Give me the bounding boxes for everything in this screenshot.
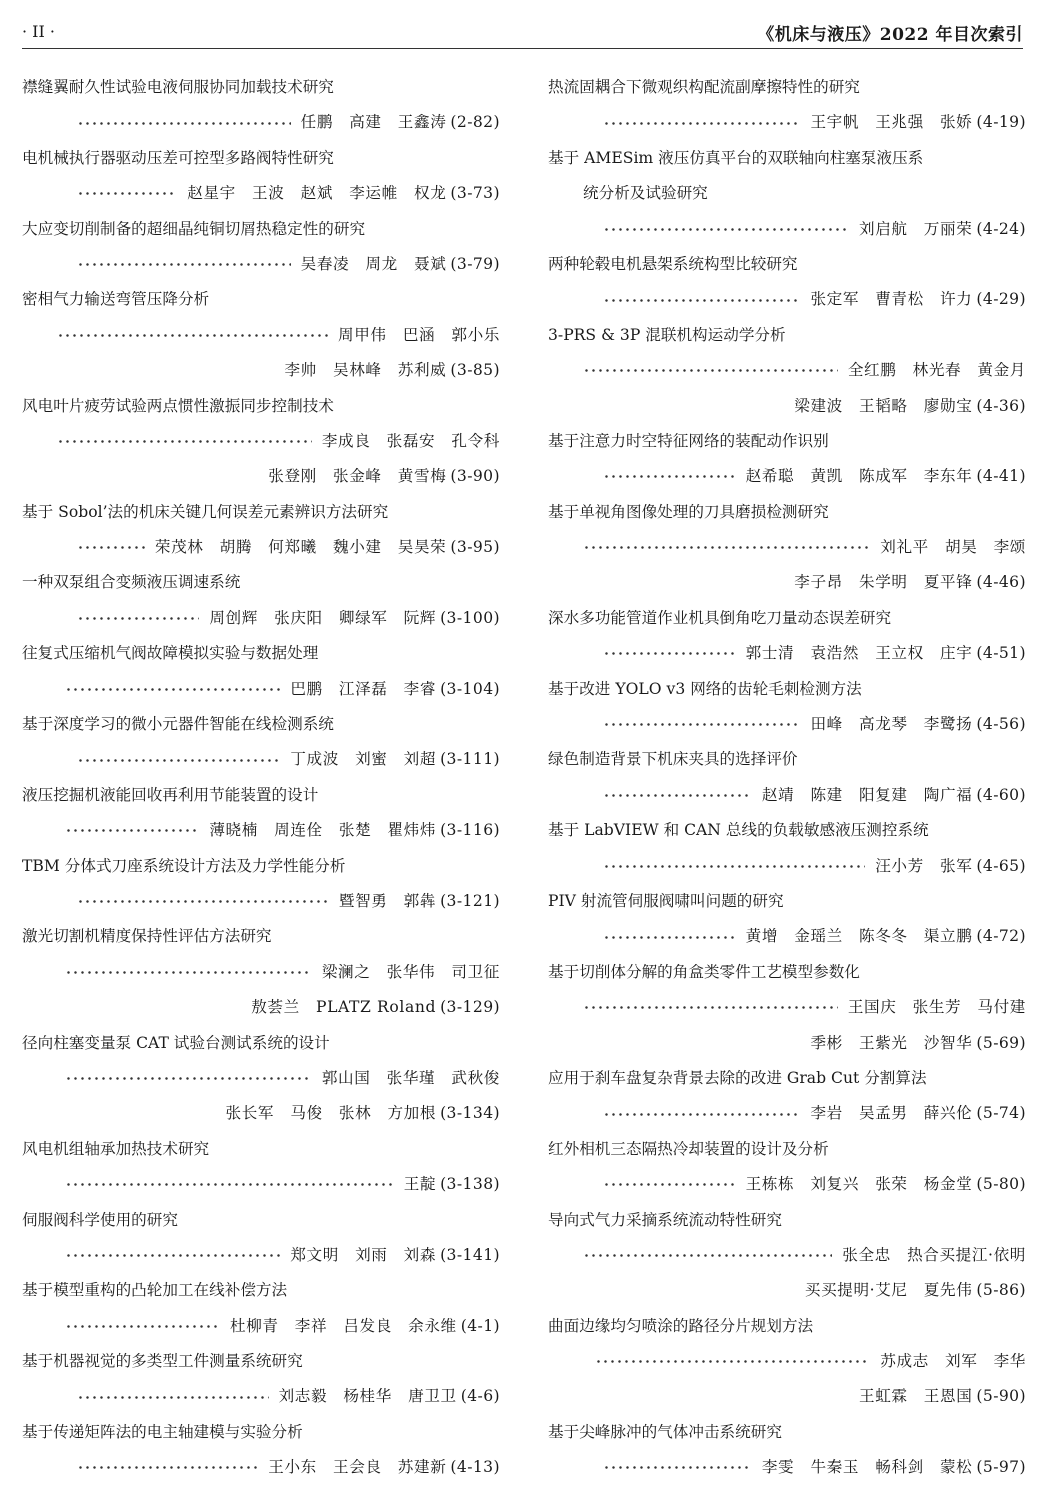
article-authors (548, 389, 1026, 424)
author-names: 薄晓楠 周连佺 张楚 瞿炜炜 (209, 821, 437, 840)
author-names: 张全忠 热合买提江·依明 (842, 1245, 1026, 1264)
article-authors (548, 990, 1026, 1025)
article-title: 基于改进 YOLO v3 网络的齿轮毛刺检测方法 (548, 679, 862, 698)
leader-dots (77, 884, 329, 919)
article-title: 两种轮毂电机悬架系统构型比较研究 (548, 254, 798, 273)
issue-page-ref: (5-90) (976, 1387, 1026, 1406)
leader-dots (77, 176, 177, 211)
issue-page-ref: (3-73) (450, 184, 500, 203)
issue-page-ref: (3-141) (440, 1245, 500, 1264)
article-authors (22, 1061, 500, 1096)
article-authors (22, 1167, 500, 1202)
author-names: 任鹏 高建 王鑫涛 (300, 113, 447, 132)
article-title: 基于模型重构的凸轮加工在线补偿方法 (22, 1281, 288, 1300)
issue-page-ref: (5-74) (976, 1104, 1026, 1123)
article-title: 基于切削体分解的角盒类零件工艺模型参数化 (548, 962, 860, 981)
article-title: TBM 分体式刀座系统设计方法及力学性能分析 (22, 856, 346, 875)
article-title: 曲面边缘均匀喷涂的路径分片规划方法 (548, 1316, 814, 1335)
author-names: 郑文明 刘雨 刘森 (290, 1245, 437, 1264)
article-authors (548, 212, 1026, 247)
leader-dots (65, 1061, 312, 1096)
leader-dots (77, 743, 280, 778)
author-names: 张登刚 张金峰 黄雪梅 (268, 467, 447, 486)
issue-page-ref: (4-13) (450, 1458, 500, 1477)
author-names: 暨智勇 郭犇 (338, 891, 437, 910)
leader-dots (65, 672, 280, 707)
author-names: 吴春凌 周龙 聂斌 (300, 254, 447, 273)
article-title: 基于深度学习的微小元器件智能在线检测系统 (22, 715, 334, 734)
article-authors (548, 1379, 1026, 1414)
issue-page-ref: (3-79) (450, 254, 500, 273)
article-authors (22, 884, 500, 919)
author-names: 梁建波 王韬略 廖勋宝 (794, 396, 973, 415)
issue-page-ref: (4-19) (976, 113, 1026, 132)
leader-dots (603, 636, 736, 671)
page-number: · II · (22, 22, 55, 41)
article-authors (548, 849, 1026, 884)
leader-dots (57, 424, 312, 459)
issue-page-ref: (4-36) (976, 396, 1026, 415)
article-authors (22, 1309, 500, 1344)
issue-page-ref: (4-1) (460, 1316, 500, 1335)
leader-dots (583, 530, 870, 565)
article-title: 绿色制造背景下机床夹具的选择评价 (548, 750, 798, 769)
author-names: 梁澜之 张华伟 司卫征 (321, 962, 500, 981)
author-names: 丁成波 刘蜜 刘超 (290, 750, 437, 769)
article-authors (22, 105, 500, 140)
issue-page-ref: (3-104) (440, 679, 500, 698)
journal-title: 《机床与液压》2022 年目次索引 (757, 25, 1023, 45)
issue-page-ref: (3-116) (440, 821, 500, 840)
issue-page-ref: (4-29) (976, 290, 1026, 309)
leader-dots (57, 318, 328, 353)
article-authors (548, 105, 1026, 140)
issue-page-ref: (3-129) (440, 998, 500, 1017)
issue-page-ref: (3-111) (440, 750, 500, 769)
leader-dots (65, 1238, 280, 1273)
article-authors (548, 353, 1026, 388)
author-names: 刘启航 万丽荣 (859, 219, 973, 238)
author-names: 张定军 曹青松 许力 (810, 290, 973, 309)
issue-page-ref: (4-65) (976, 856, 1026, 875)
leader-dots (65, 1167, 394, 1202)
article-authors (548, 1238, 1026, 1273)
leader-dots (603, 849, 865, 884)
article-authors (548, 282, 1026, 317)
leader-dots (603, 459, 736, 494)
issue-page-ref: (5-69) (976, 1033, 1026, 1052)
issue-page-ref: (4-60) (976, 785, 1026, 804)
author-names: 郭士清 袁浩然 王立权 庄宇 (745, 644, 973, 663)
article-authors (548, 565, 1026, 600)
author-names: 敖荟兰 PLATZ Roland (251, 998, 437, 1017)
issue-page-ref: (3-138) (440, 1175, 500, 1194)
author-names: 王虹霖 王恩国 (859, 1387, 973, 1406)
article-authors (548, 778, 1026, 813)
article-title: 统分析及试验研究 (583, 184, 708, 203)
leader-dots (603, 212, 849, 247)
article-authors (548, 707, 1026, 742)
leader-dots (603, 283, 800, 318)
author-names: 赵星宇 王波 赵斌 李运帷 权龙 (187, 184, 447, 203)
article-authors (548, 459, 1026, 494)
article-title: 基于 LabVIEW 和 CAN 总线的负载敏感液压测控系统 (548, 821, 929, 840)
issue-page-ref: (3-90) (450, 467, 500, 486)
author-names: 买买提明·艾尼 夏先伟 (804, 1281, 973, 1300)
author-names: 苏成志 刘军 李华 (880, 1352, 1026, 1371)
article-authors (22, 530, 500, 565)
issue-page-ref: (3-134) (440, 1104, 500, 1123)
author-names: 杜柳青 李祥 吕发良 余永维 (230, 1316, 457, 1335)
author-names: 李帅 吴林峰 苏利威 (284, 361, 447, 380)
leader-dots (77, 106, 291, 141)
leader-dots (77, 530, 145, 565)
author-names: 李成良 张磊安 孔令科 (321, 431, 500, 450)
article-title: 红外相机三态隔热冷却装置的设计及分析 (548, 1139, 829, 1158)
author-names: 周创辉 张庆阳 卿绿军 阮辉 (209, 608, 437, 627)
author-names: 张长军 马俊 张林 方加根 (225, 1104, 437, 1123)
author-names: 王栋栋 刘复兴 张荣 杨金堂 (745, 1175, 973, 1194)
article-authors (548, 1344, 1026, 1379)
article-authors (22, 990, 500, 1025)
article-title: 电机械执行器驱动压差可控型多路阀特性研究 (22, 148, 334, 167)
leader-dots (583, 990, 838, 1025)
author-names: 李子昂 朱学明 夏平锋 (794, 573, 973, 592)
article-title: 一种双泵组合变频液压调速系统 (22, 573, 241, 592)
article-authors (548, 530, 1026, 565)
author-names: 汪小芳 张军 (875, 856, 973, 875)
article-authors (22, 353, 500, 388)
author-names: 刘志毅 杨桂华 唐卫卫 (278, 1387, 457, 1406)
leader-dots (65, 1309, 220, 1344)
article-title: 径向柱塞变量泵 CAT 试验台测试系统的设计 (22, 1033, 330, 1052)
article-authors (22, 1450, 500, 1485)
leader-dots (603, 106, 800, 141)
article-title: PIV 射流管伺服阀啸叫问题的研究 (548, 891, 784, 910)
author-names: 王小东 王会良 苏建新 (268, 1458, 447, 1477)
leader-dots (583, 353, 838, 388)
article-title: 液压挖掘机液能回收再利用节能装置的设计 (22, 785, 319, 804)
article-title: 基于尖峰脉冲的气体冲击系统研究 (548, 1422, 782, 1441)
author-names: 巴鹏 江泽磊 李睿 (290, 679, 437, 698)
article-authors (22, 672, 500, 707)
article-title: 基于 Sobol’法的机床关键几何误差元素辨识方法研究 (22, 502, 389, 521)
author-names: 赵靖 陈建 阳复建 陶广福 (761, 785, 973, 804)
article-authors (548, 1273, 1026, 1308)
article-title: 密相气力输送弯管压降分析 (22, 290, 210, 309)
page-header (22, 14, 1023, 49)
issue-page-ref: (3-95) (450, 538, 500, 557)
leader-dots (77, 601, 199, 636)
article-authors (22, 1096, 500, 1131)
author-names: 田峰 高龙琴 李鹭扬 (810, 715, 973, 734)
issue-page-ref: (5-86) (976, 1281, 1026, 1300)
leader-dots (583, 1238, 832, 1273)
leader-dots (77, 1380, 269, 1415)
article-authors (548, 1167, 1026, 1202)
article-title: 深水多功能管道作业机具倒角吃刀量动态误差研究 (548, 608, 892, 627)
author-names: 荣茂林 胡腾 何郑曦 魏小建 吴昊荣 (154, 538, 447, 557)
issue-page-ref: (4-41) (976, 467, 1026, 486)
author-names: 王靛 (403, 1175, 437, 1194)
issue-page-ref: (4-56) (976, 715, 1026, 734)
article-authors (22, 742, 500, 777)
article-authors (548, 1026, 1026, 1061)
article-authors (22, 1379, 500, 1414)
article-authors (548, 636, 1026, 671)
leader-dots (603, 1450, 752, 1485)
article-title: 往复式压缩机气阀故障模拟实验与数据处理 (22, 644, 319, 663)
article-title: 基于机器视觉的多类型工件测量系统研究 (22, 1352, 303, 1371)
issue-page-ref: (5-97) (976, 1458, 1026, 1477)
author-names: 季彬 王紫光 沙智华 (810, 1033, 973, 1052)
author-names: 李雯 牛秦玉 畅科剑 蒙松 (761, 1458, 973, 1477)
author-names: 刘礼平 胡昊 李颂 (880, 538, 1026, 557)
article-authors (22, 459, 500, 494)
article-title: 3-PRS & 3P 混联机构运动学分析 (548, 325, 786, 344)
article-authors (22, 176, 500, 211)
issue-page-ref: (2-82) (450, 113, 500, 132)
author-names: 周甲伟 巴涵 郭小乐 (338, 325, 500, 344)
issue-page-ref: (4-46) (976, 573, 1026, 592)
issue-page-ref: (3-85) (450, 361, 500, 380)
article-title: 应用于刹车盘复杂背景去除的改进 Grab Cut 分割算法 (548, 1068, 927, 1087)
issue-page-ref: (4-24) (976, 219, 1026, 238)
article-title: 导向式气力采摘系统流动特性研究 (548, 1210, 782, 1229)
leader-dots (603, 920, 736, 955)
toc-column-left (22, 70, 500, 1486)
leader-dots (603, 778, 752, 813)
article-authors (22, 318, 500, 353)
leader-dots (77, 247, 291, 282)
article-title: 激光切割机精度保持性评估方法研究 (22, 927, 272, 946)
article-title: 大应变切削制备的超细晶纯铜切屑热稳定性的研究 (22, 219, 366, 238)
leader-dots (77, 1450, 258, 1485)
article-authors (548, 1096, 1026, 1131)
issue-page-ref: (4-6) (460, 1387, 500, 1406)
issue-page-ref: (4-51) (976, 644, 1026, 663)
leader-dots (603, 1097, 800, 1132)
author-names: 黄增 金瑶兰 陈冬冬 渠立鹏 (745, 927, 973, 946)
article-authors (22, 424, 500, 459)
article-title: 热流固耦合下微观织构配流副摩擦特性的研究 (548, 78, 860, 96)
issue-page-ref: (4-72) (976, 927, 1026, 946)
article-title: 风电叶片疲劳试验两点惯性激振同步控制技术 (22, 396, 334, 415)
article-authors (548, 919, 1026, 954)
author-names: 李岩 吴孟男 薛兴伦 (810, 1104, 973, 1123)
article-authors (22, 813, 500, 848)
issue-page-ref: (5-80) (976, 1175, 1026, 1194)
article-title: 基于 AMESim 液压仿真平台的双联轴向柱塞泵液压系 (548, 148, 924, 167)
article-title: 基于单视角图像处理的刀具磨损检测研究 (548, 502, 829, 521)
leader-dots (595, 1344, 870, 1379)
issue-page-ref: (3-100) (440, 608, 500, 627)
article-authors (22, 955, 500, 990)
author-names: 赵希聪 黄凯 陈成军 李东年 (745, 467, 973, 486)
issue-page-ref: (3-121) (440, 891, 500, 910)
leader-dots (65, 813, 199, 848)
article-authors (22, 601, 500, 636)
article-title: 基于注意力时空特征网络的装配动作识别 (548, 431, 829, 450)
author-names: 王宇帆 王兆强 张娇 (810, 113, 973, 132)
article-authors (22, 247, 500, 282)
leader-dots (603, 707, 800, 742)
article-title: 风电机组轴承加热技术研究 (22, 1139, 210, 1158)
author-names: 全红鹏 林光春 黄金月 (847, 361, 1026, 380)
article-authors (548, 1450, 1026, 1485)
article-title: 基于传递矩阵法的电主轴建模与实验分析 (22, 1422, 303, 1441)
article-title: 伺服阀科学使用的研究 (22, 1210, 178, 1229)
toc-column-right (548, 70, 1026, 1486)
leader-dots (603, 1167, 736, 1202)
leader-dots (65, 955, 312, 990)
author-names: 郭山国 张华瑾 武秋俊 (321, 1068, 500, 1087)
article-authors (22, 1238, 500, 1273)
author-names: 王国庆 张生芳 马付建 (847, 998, 1026, 1017)
article-title: 襟缝翼耐久性试验电液伺服协同加载技术研究 (22, 78, 334, 96)
